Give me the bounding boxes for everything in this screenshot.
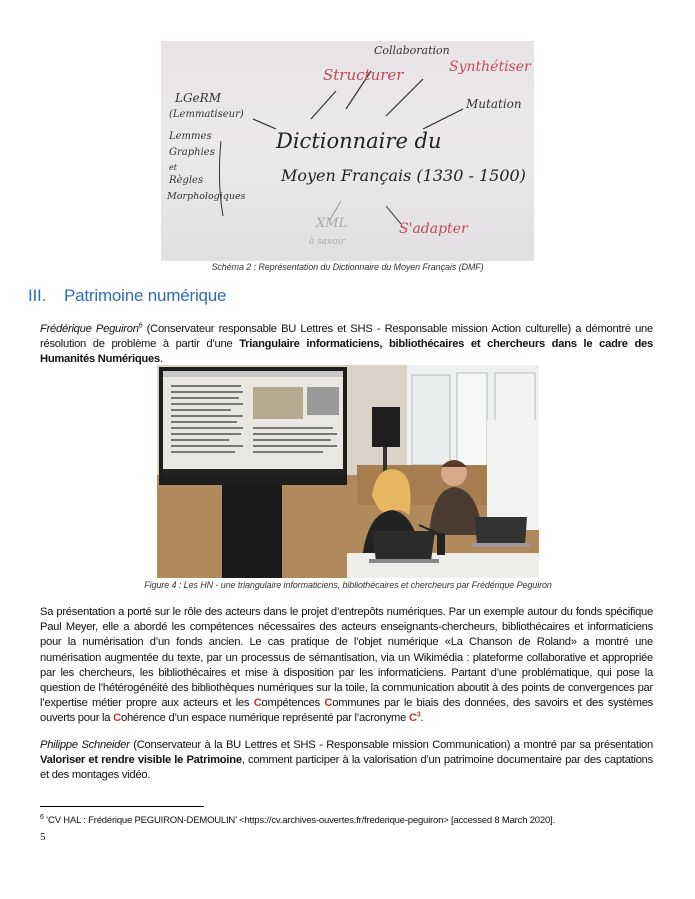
section-heading [28,286,226,306]
wb-moyen-francais: Moyen Français (1330 - 1500) [281,166,526,185]
wb-xml: XML [316,216,348,231]
figure2-caption: Figure 4 : Les HN - une triangulaire informaticiens, bibliothécaires et chercheurs par Frédérique Peguiron [144,580,552,590]
wb-graphies: Graphies [169,147,215,158]
whiteboard-photo [161,41,534,261]
wb-collaboration: Collaboration [374,44,450,57]
wb-sadapter: S'adapter [399,221,468,237]
footnote-rule [40,806,204,807]
footnote: $^6$ ‘CV HAL : Frédérique PEGUIRON-DEMOULIN’ <https://cv.archives-ouvertes.fr/frederique-peguiron> [accessed 8 March 2020]. [40,813,555,826]
presentation-photo [157,365,539,578]
photo-scene [157,365,539,578]
wb-xml-sub: à savoir [309,237,345,247]
wb-synthetiser: Synthétiser [449,59,531,75]
section-number: III. [28,286,47,305]
paragraph-peguiron: Frédérique Peguiron$^6$ (Conservateur responsable BU Lettres et SHS - Responsable mission Action culturelle) a démontré une résolution de problème à partir d’une Triangulaire informaticiens, bibliothécaires et chercheurs dans le cadre des Humanités Numériques. [40,322,654,366]
wb-mutation: Mutation [466,97,522,111]
author-name: Frédérique Peguiron [40,323,139,335]
wb-morphologiques: Morphologiques [167,191,246,202]
wb-dictionnaire: Dictionnaire du [276,129,442,153]
footnote-ref[interactable]: 6 [138,322,143,330]
page-number: 5 [40,831,46,843]
section-title: Patrimoine numérique [64,286,227,305]
figure1-caption: Schéma 2 : Représentation du Dictionnaire du Moyen Français (DMF) [211,262,484,272]
wb-et: et [169,163,177,172]
wb-lemmes: Lemmes [169,131,212,142]
paragraph-presentation: Sa présentation a porté sur le rôle des acteurs dans le projet d’entrepôts numériques. Par un exemple autour du fonds spécifique Paul Meyer, elle a abordé les compétences nécessaires des acteurs enseignants-chercheurs, bibliothécaires et informaticiens pour la numérisation d’un fonds ancien. Le cas pratique de l’objet numérique «La Chanson de Roland» a montré une numérisation augmentée du texte, par un processus de sémantisation, via un Wikimédia : plateforme collaborative et appropriée par les chercheurs, les bibliothécaires et mise à disposition par les informaticiens. Partant d’une problématique, qui pose la question de l’hétérogénéité des bibliothèques numériques sur la toile, la communication aboutit à des points de convergences par l’expertise métier propre aux acteurs et les Compétences Communes par le biais des données, des savoirs et des systèmes ouverts pour la Cohérence d’un espace numérique représenté par l’acronyme $C^3$. [40,606,654,725]
wb-lemmatiseur: (Lemmatiseur) [169,109,244,120]
paragraph-schneider: Philippe Schneider (Conservateur à la BU Lettres et SHS - Responsable mission Communication) a montré par sa présentation Valoriser et rendre visible le Patrimoine, comment participer à la valorisation d’un patrimoine documentaire par des captations et des montages vidéo. [40,739,653,782]
wb-structurer: Structurer [323,66,404,84]
wb-lgerm: LGeRM [175,91,221,105]
wb-regles: Règles [169,175,204,186]
author-name: Philippe Schneider [40,739,130,751]
